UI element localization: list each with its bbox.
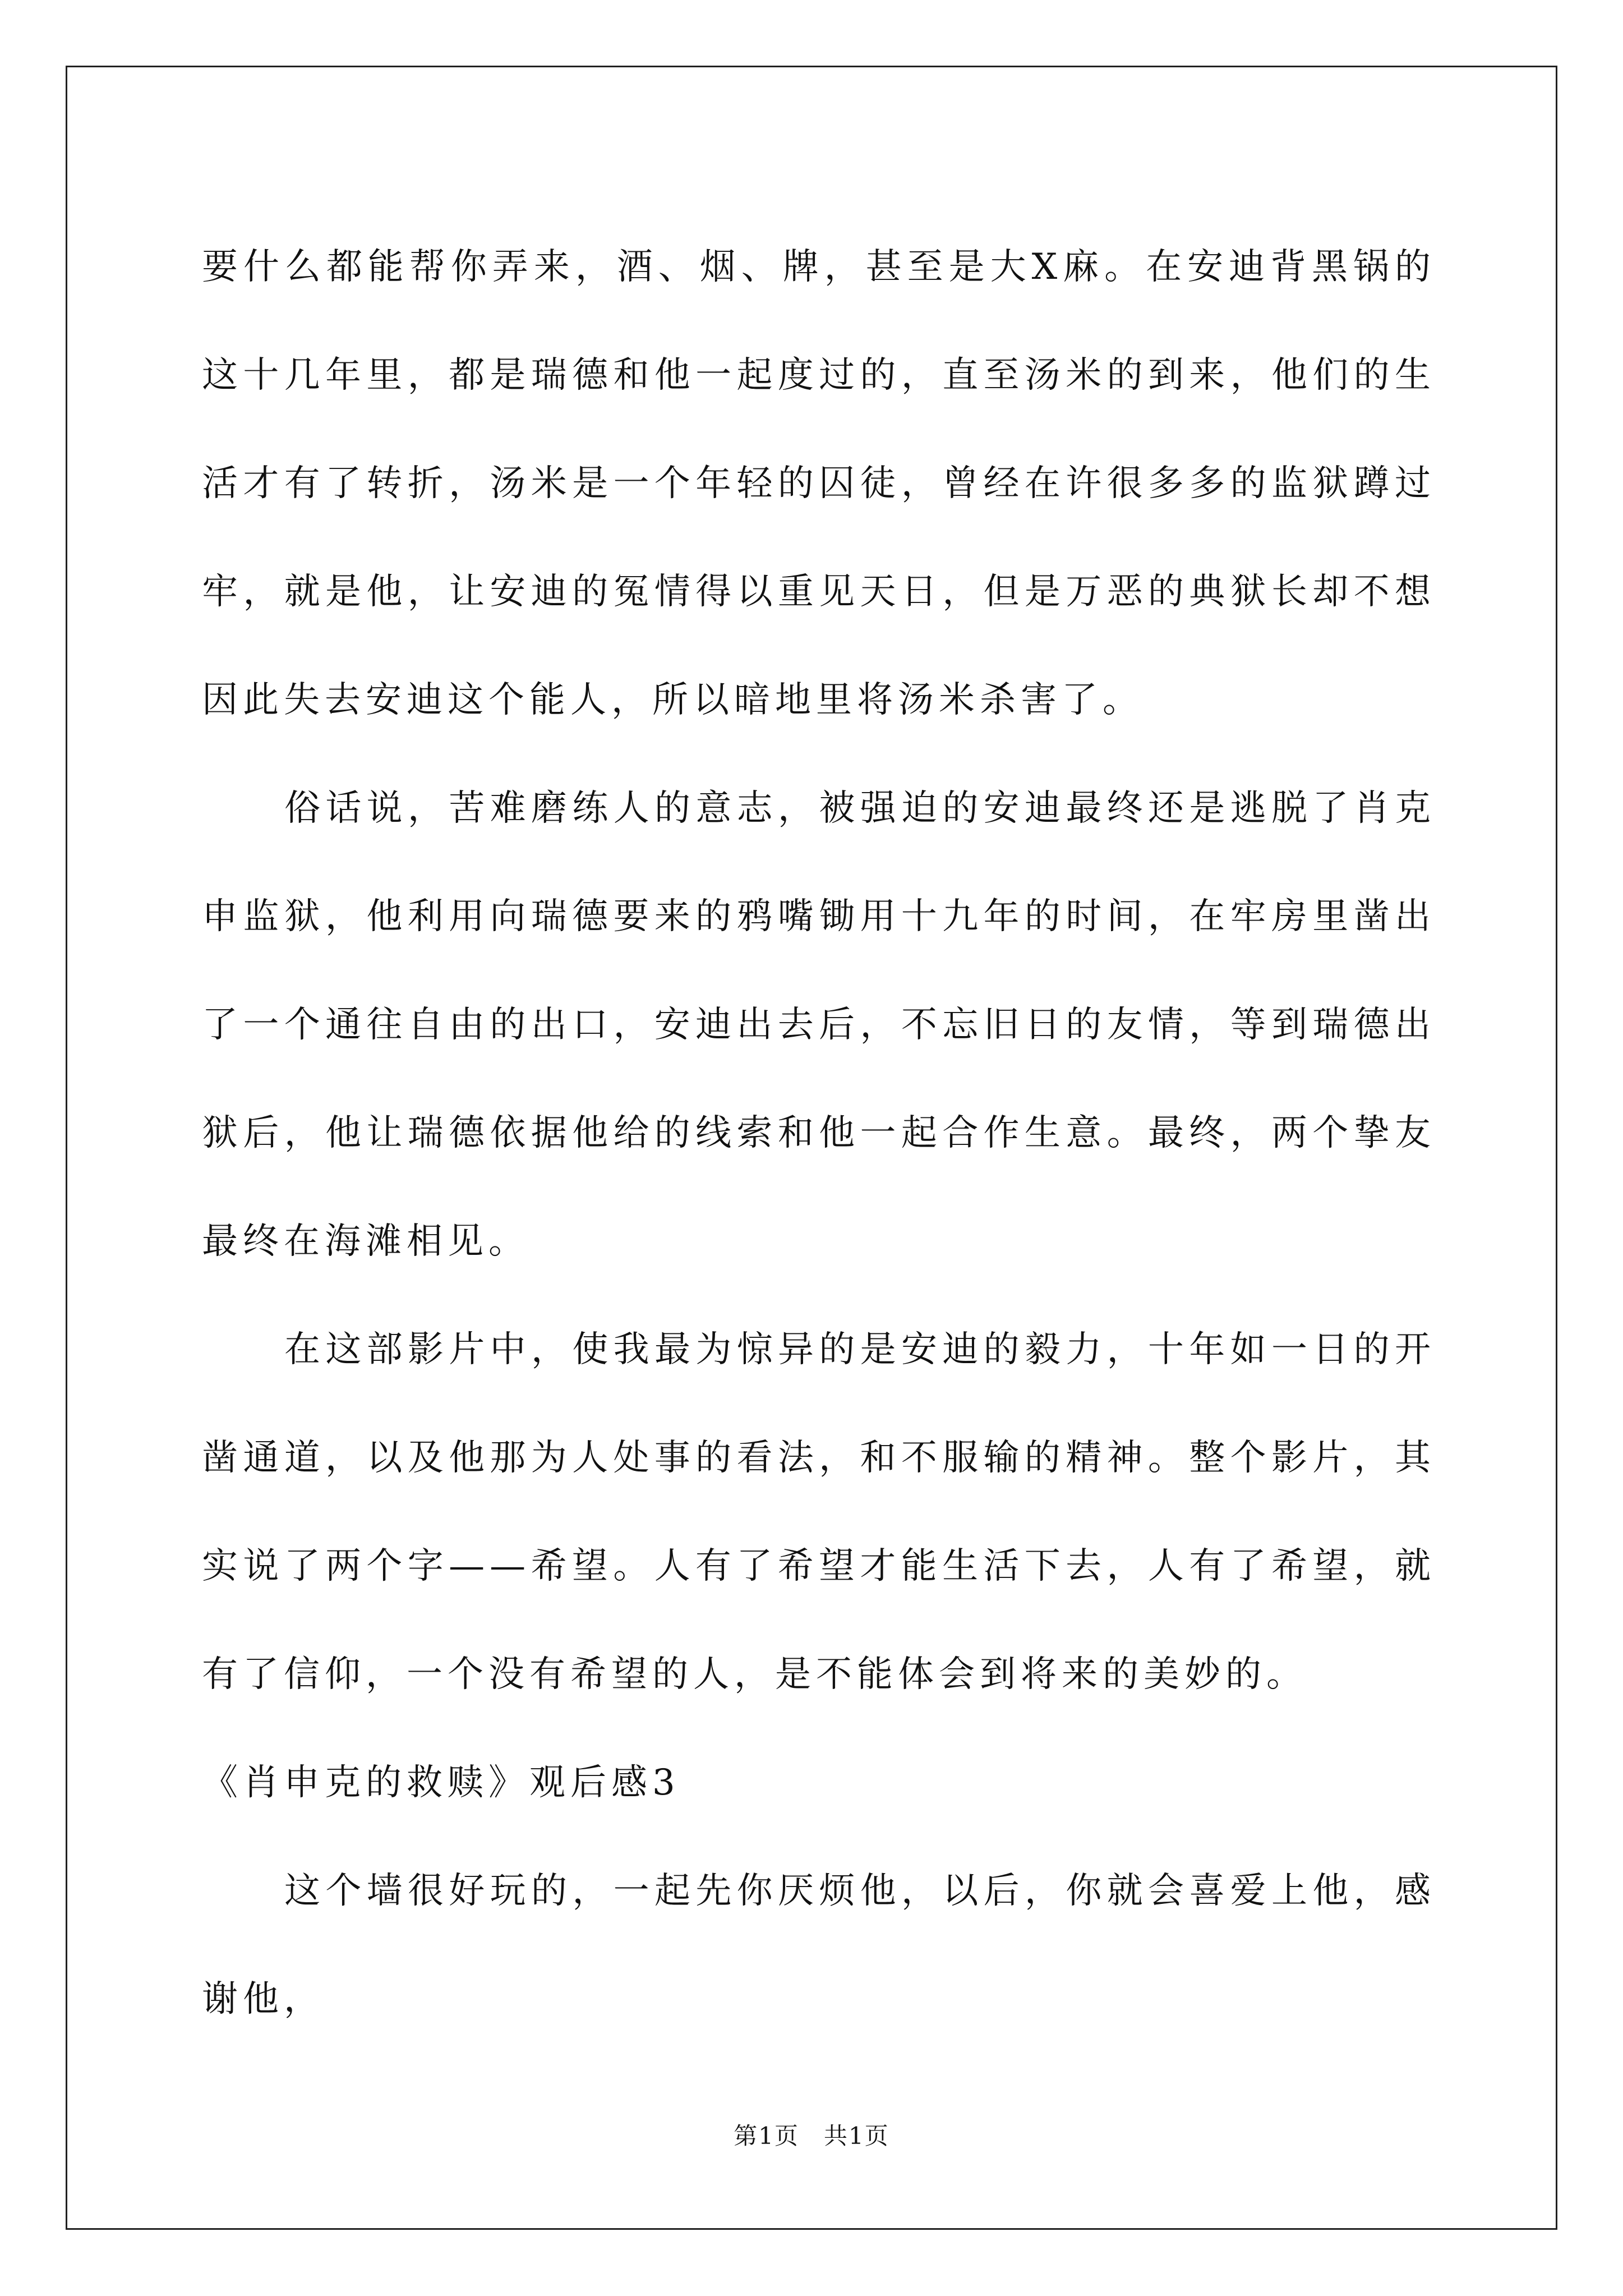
paragraph-continuation: 要什么都能帮你弄来，酒、烟、牌，甚至是大X麻。在安迪背黑锅的这十几年里，都是瑞德和他一起度过的，直至汤米的到来，他们的生活才有了转折，汤米是一个年轻的囚徒，曾经在许很多多的监狱蹲过牢，就是他，让安迪的冤情得以重见天日，但是万恶的典狱长却不想因此失去安迪这个能人，所以暗地里将汤米杀害了。 [202, 246, 1436, 721]
paragraph-escape: 俗话说，苦难磨练人的意志，被强迫的安迪最终还是逃脱了肖克申监狱，他利用向瑞德要来的鸦嘴锄用十九年的时间，在牢房里凿出了一个通往自由的出口，安迪出去后，不忘旧日的友情，等到瑞德出狱后，他让瑞德依据他给的线索和他一起合作生意。最终，两个挚友最终在海滩相见。 [202, 788, 1436, 1262]
paragraph-hope: 在这部影片中，使我最为惊异的是安迪的毅力，十年如一日的开凿通道，以及他那为人处事的看法，和不服输的精神。整个影片，其实说了两个字——希望。人有了希望才能生活下去，人有了希望，就有了信仰，一个没有希望的人，是不能体会到将来的美妙的。 [202, 1329, 1436, 1695]
section-heading: 《肖申克的救赎》观后感3 [202, 1762, 680, 1803]
document-body [202, 213, 1436, 2054]
paragraph-wall: 这个墙很好玩的，一起先你厌烦他，以后，你就会喜爱上他，感谢他， [202, 1870, 1436, 2020]
page-footer: 第1页 共1页 [734, 2122, 889, 2150]
